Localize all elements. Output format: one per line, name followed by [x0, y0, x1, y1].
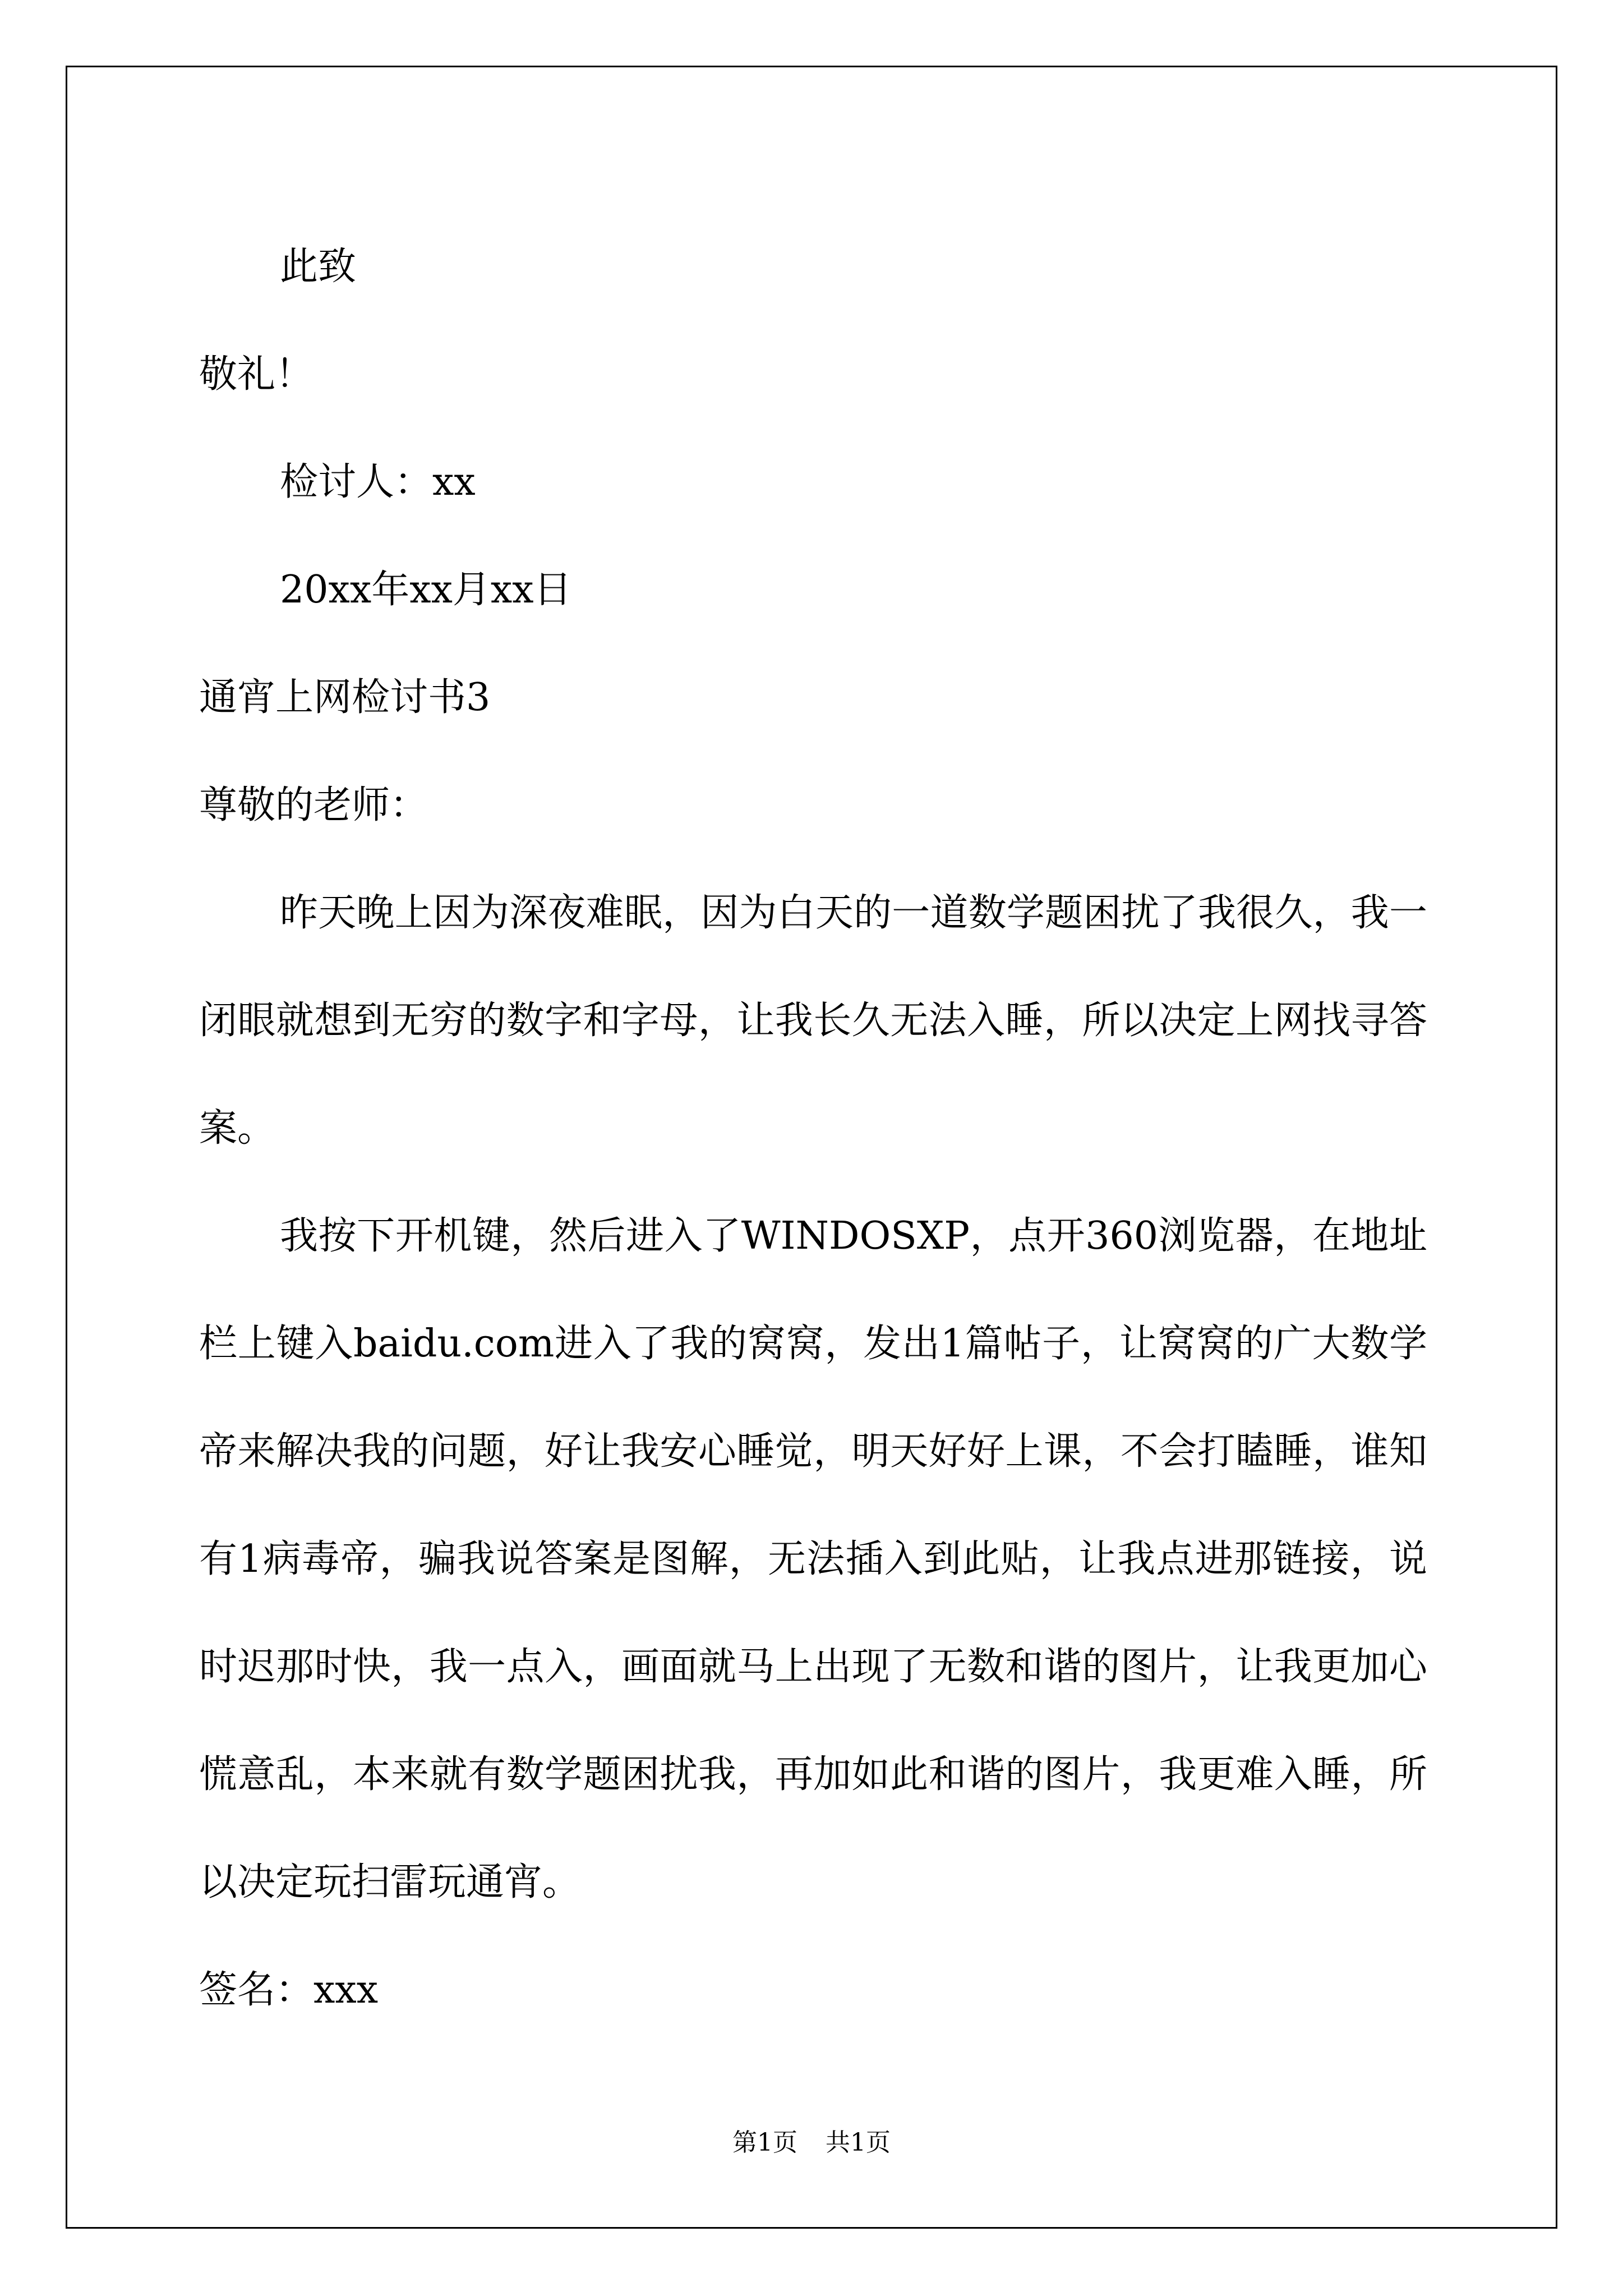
- date-line: 20xx年xx月xx日: [280, 568, 572, 612]
- closing-line: 此致: [280, 245, 357, 289]
- paragraph-2: 我按下开机键，然后进入了WINDOSXP，点开360浏览器，在地址栏上键入baidu.com进入了我的窝窝，发出1篇帖子，让窝窝的广大数学帝来解决我的问题，好让我安心睡觉，明天好好上课，不会打瞌睡，谁知有1病毒帝，骗我说答案是图解，无法插入到此贴，让我点进那链接，说时迟那时快，我一点入，画面就马上出现了无数和谐的图片，让我更加心慌意乱，本来就有数学题困扰我，再加如此和谐的图片，我更难入睡，所以决定玩扫雷玩通宵。: [199, 1214, 1427, 1904]
- page-total: 共1页: [826, 2128, 891, 2157]
- signature-line: 签名：xxx: [199, 1968, 379, 2012]
- salute-line: 敬礼！: [199, 352, 314, 397]
- page-number: 第1页: [732, 2128, 797, 2157]
- page-footer: [0, 2126, 1623, 2160]
- greeting-line: 尊敬的老师：: [199, 783, 428, 827]
- document-heading: 通宵上网检讨书3: [199, 675, 491, 720]
- reviewer-line: 检讨人：xx: [280, 460, 476, 504]
- paragraph-1: 昨天晚上因为深夜难眠，因为白天的一道数学题困扰了我很久，我一闭眼就想到无穷的数字和字母，让我长久无法入睡，所以决定上网找寻答案。: [199, 891, 1427, 1151]
- document-body: [199, 213, 1427, 2044]
